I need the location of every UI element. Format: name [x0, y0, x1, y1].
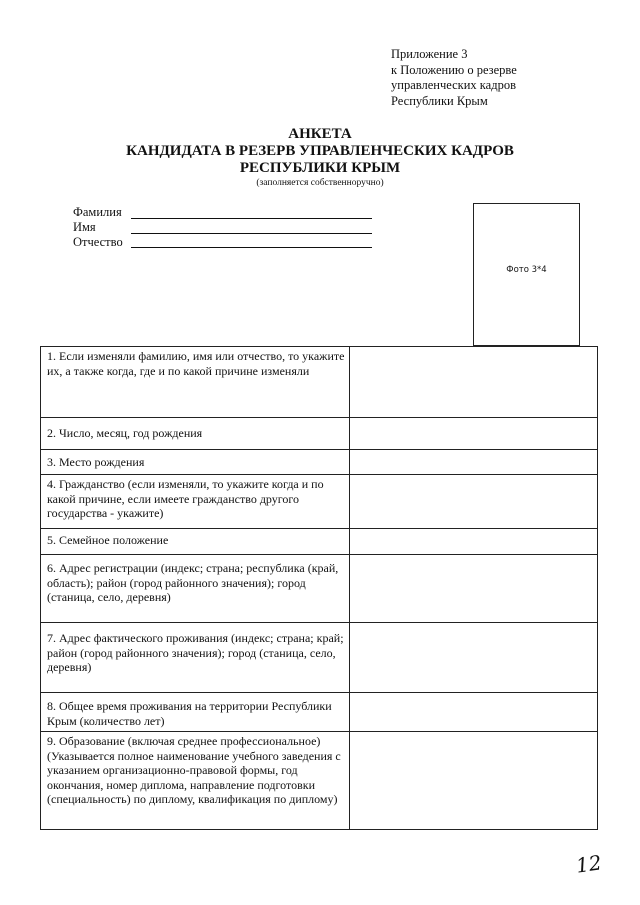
patronymic-field[interactable] [131, 247, 372, 248]
answer-cell[interactable] [350, 450, 598, 475]
question-cell: 9. Образование (включая среднее профессиональное) (Указывается полное наименование учебного заведения с указанием организационно-правовой формы, год окончания, номер диплома, направление подготовки (специальность) по диплому, квалификация по диплому) [41, 732, 350, 830]
question-cell: 3. Место рождения [41, 450, 350, 475]
form-title [0, 126, 640, 189]
appendix-line: Приложение 3 [391, 47, 468, 61]
question-cell: 1. Если изменяли фамилию, имя или отчество, то укажите их, а также когда, где и по какой причине изменяли [41, 347, 350, 418]
title-line: РЕСПУБЛИКИ КРЫМ [239, 160, 401, 176]
title-line: КАНДИДАТА В РЕЗЕРВ УПРАВЛЕНЧЕСКИХ КАДРОВ [126, 143, 514, 159]
table-row [41, 732, 598, 830]
answer-cell[interactable] [350, 347, 598, 418]
table-row [41, 418, 598, 450]
first-name-label: Имя [73, 220, 96, 234]
table-row [41, 450, 598, 475]
question-cell: 5. Семейное положение [41, 529, 350, 555]
question-cell: 8. Общее время проживания на территории Республики Крым (количество лет) [41, 693, 350, 732]
surname-label: Фамилия [73, 205, 122, 219]
table-row [41, 475, 598, 529]
table-row [41, 623, 598, 693]
first-name-field[interactable] [131, 233, 372, 234]
answer-cell[interactable] [350, 693, 598, 732]
photo-box [473, 203, 580, 346]
question-cell: 2. Число, месяц, год рождения [41, 418, 350, 450]
appendix-line: управленческих кадров [391, 78, 516, 92]
question-cell: 6. Адрес регистрации (индекс; страна; республика (край, область); район (город районного значения); город (станица, село, деревня) [41, 555, 350, 623]
answer-cell[interactable] [350, 732, 598, 830]
table-row [41, 529, 598, 555]
answer-cell[interactable] [350, 475, 598, 529]
appendix-header [391, 47, 517, 109]
page-number: 12 [574, 850, 603, 878]
answer-cell[interactable] [350, 555, 598, 623]
title-line: АНКЕТА [288, 126, 352, 142]
table-row [41, 693, 598, 732]
appendix-line: Республики Крым [391, 93, 488, 108]
surname-field[interactable] [131, 218, 372, 219]
table-row [41, 347, 598, 418]
questionnaire-table [40, 346, 598, 830]
answer-cell[interactable] [350, 623, 598, 693]
answer-cell[interactable] [350, 418, 598, 450]
question-cell: 4. Гражданство (если изменяли, то укажите когда и по какой причине, если имеете гражданство другого государства - укажите) [41, 475, 350, 529]
question-cell: 7. Адрес фактического проживания (индекс; страна; край; район (город районного значения); город (станица, село, деревня) [41, 623, 350, 693]
patronymic-label: Отчество [73, 235, 123, 249]
table-row [41, 555, 598, 623]
fill-instruction: (заполняется собственноручно) [256, 178, 384, 188]
appendix-line: к Положению о резерве [391, 62, 517, 77]
photo-label: Фото 3*4 [506, 265, 547, 275]
answer-cell[interactable] [350, 529, 598, 555]
